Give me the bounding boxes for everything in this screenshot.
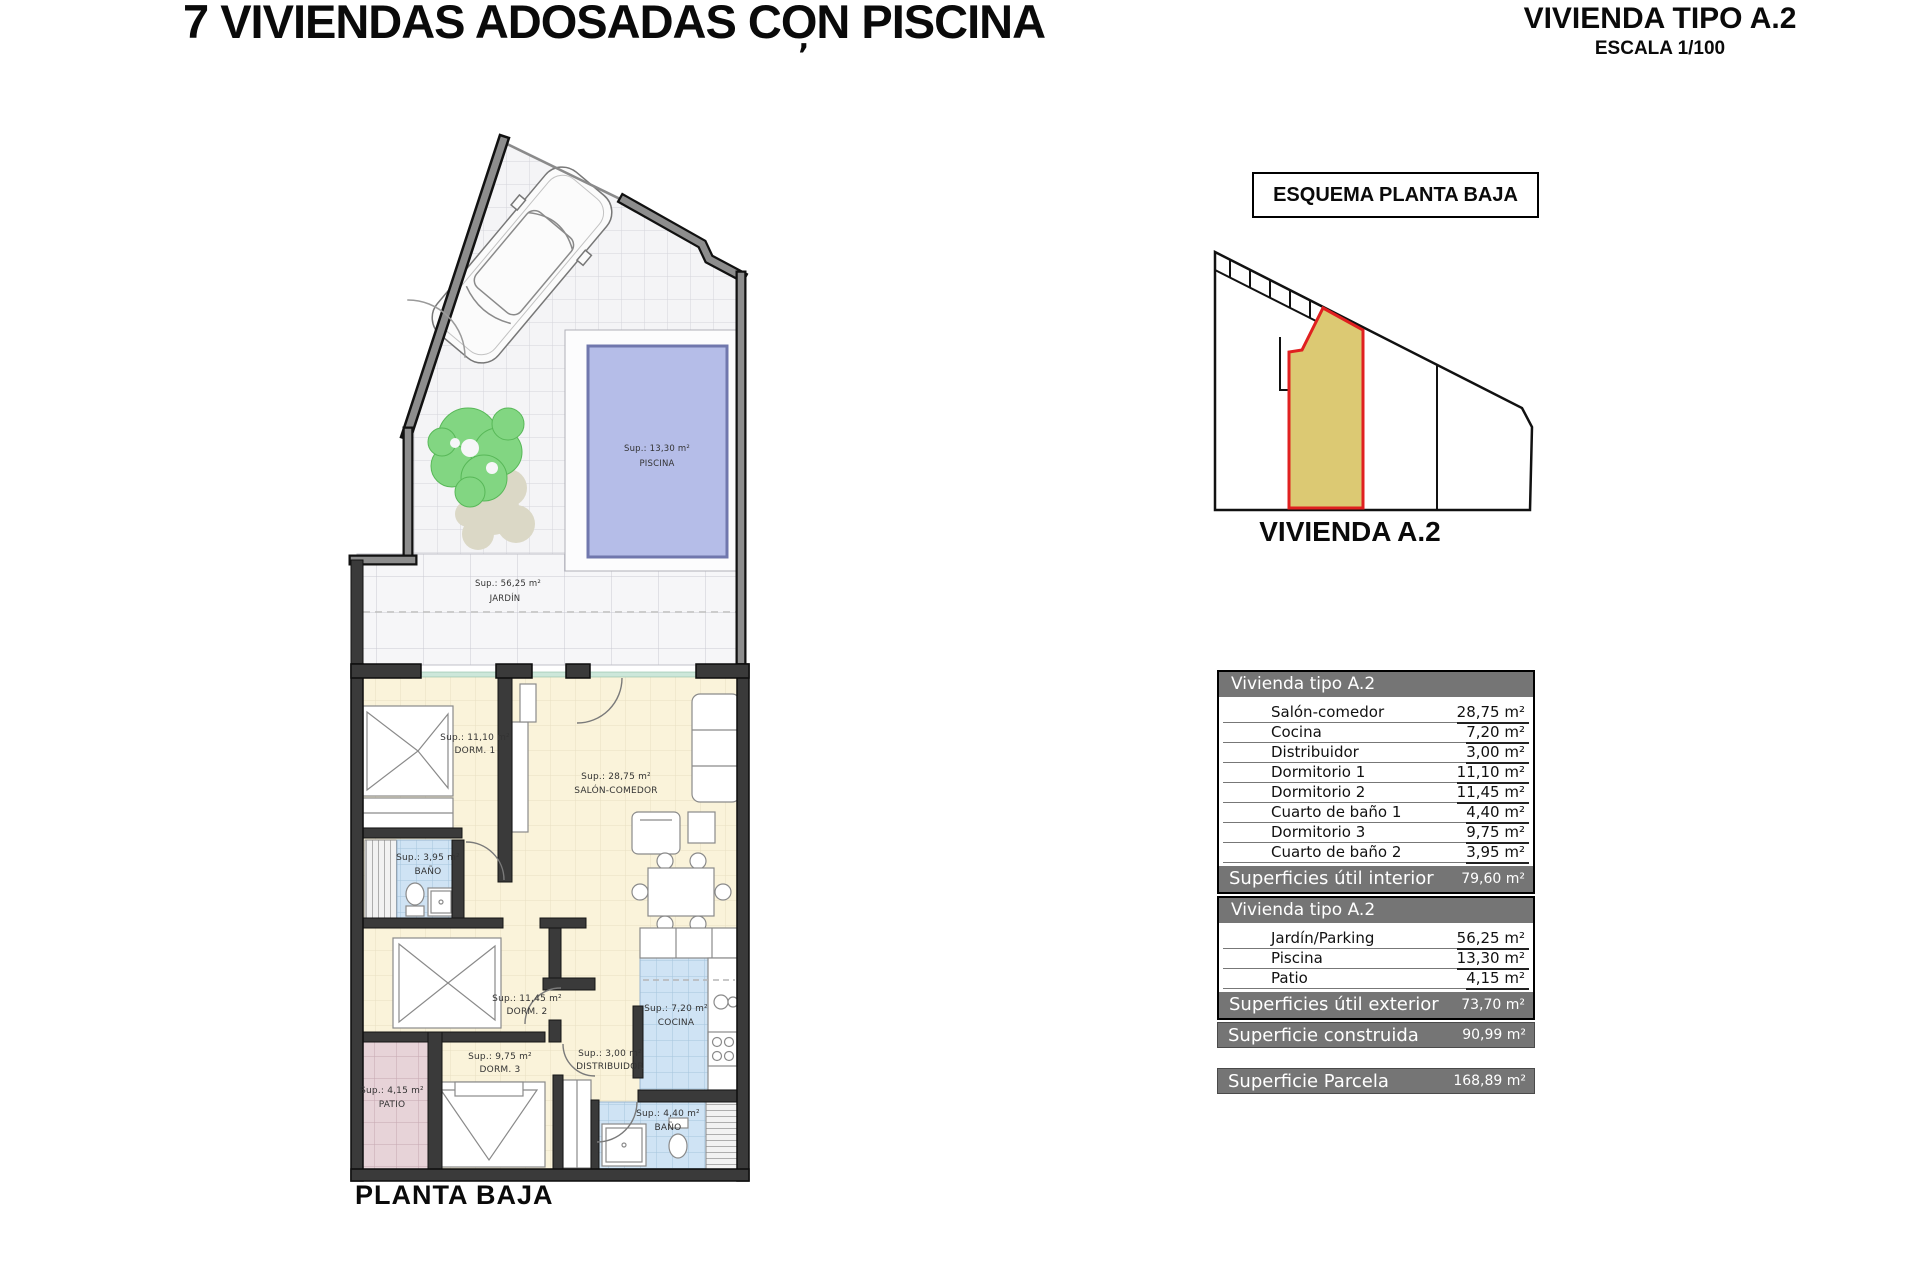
- stray-apostrophe-mark: ’: [798, 38, 810, 73]
- svg-text:Sup.: 3,95 m²: Sup.: 3,95 m²: [396, 853, 460, 863]
- jardin-label: JARDÍN: [489, 594, 521, 604]
- table-row: Dormitorio 3 9,75 m²: [1223, 823, 1529, 843]
- exterior-areas-table: [1217, 896, 1535, 1020]
- stairs-strip: [706, 1102, 737, 1169]
- site-schema-diagram: [1210, 245, 1560, 525]
- svg-text:DORM. 2: DORM. 2: [506, 1007, 548, 1017]
- svg-text:PATIO: PATIO: [378, 1100, 406, 1110]
- pool: [565, 330, 741, 571]
- table-row: Patio 4,15 m²: [1223, 969, 1529, 989]
- interior-table-header: Vivienda tipo A.2: [1219, 672, 1533, 699]
- piscina-sup-label: Sup.: 13,30 m²: [624, 444, 690, 454]
- site-outline: [1215, 252, 1532, 510]
- table-row: Piscina 13,30 m²: [1223, 949, 1529, 969]
- exterior-total-bar: Superficies útil exterior 73,70 m²: [1219, 991, 1533, 1018]
- svg-text:Sup.: 4,40 m²: Sup.: 4,40 m²: [636, 1109, 700, 1119]
- svg-text:BAÑO: BAÑO: [654, 1123, 682, 1133]
- svg-text:Sup.: 3,00 m²: Sup.: 3,00 m²: [578, 1049, 642, 1059]
- sheet-title-block: [1480, 2, 1840, 60]
- vivienda-tipo-title: VIVIENDA TIPO A.2: [1523, 2, 1797, 35]
- superficie-parcela-bar: Superficie Parcela 168,89 m²: [1217, 1068, 1535, 1094]
- svg-text:Sup.: 11,45 m²: Sup.: 11,45 m²: [492, 994, 562, 1004]
- svg-text:Sup.: 11,10 m²: Sup.: 11,10 m²: [440, 733, 510, 743]
- svg-text:DORM. 1: DORM. 1: [454, 746, 496, 756]
- table-row: Cuarto de baño 1 4,40 m²: [1223, 803, 1529, 823]
- table-row: Jardín/Parking 56,25 m²: [1223, 929, 1529, 949]
- interior-total-bar: Superficies útil interior 79,60 m²: [1219, 865, 1533, 892]
- svg-text:Sup.: 9,75 m²: Sup.: 9,75 m²: [468, 1052, 532, 1062]
- svg-text:Sup.: 7,20 m²: Sup.: 7,20 m²: [644, 1004, 708, 1014]
- plan-caption: PLANTA BAJA: [355, 1180, 554, 1210]
- esquema-title-box: ESQUEMA PLANTA BAJA: [1252, 172, 1539, 218]
- svg-text:Sup.: 4,15 m²: Sup.: 4,15 m²: [360, 1086, 424, 1096]
- table-row: Salón-comedor 28,75 m²: [1223, 703, 1529, 723]
- bath1-utility-strip: [365, 840, 397, 918]
- interior-areas-table: [1217, 670, 1535, 894]
- scale-label: ESCALA 1/100: [1594, 38, 1726, 59]
- superficie-construida-bar: Superficie construida 90,99 m²: [1217, 1022, 1535, 1048]
- svg-text:DORM. 3: DORM. 3: [479, 1065, 521, 1075]
- table-row: Cocina 7,20 m²: [1223, 723, 1529, 743]
- schema-caption: VIVIENDA A.2: [1259, 516, 1441, 547]
- svg-text:COCINA: COCINA: [657, 1018, 695, 1028]
- jardin-sup-label: Sup.: 56,25 m²: [475, 579, 541, 589]
- svg-text:BAÑO: BAÑO: [414, 867, 442, 877]
- floor-plan-drawing: [340, 110, 820, 1220]
- building: [351, 664, 749, 1181]
- table-row: Dormitorio 1 11,10 m²: [1223, 763, 1529, 783]
- svg-text:Sup.: 28,75 m²: Sup.: 28,75 m²: [581, 772, 651, 782]
- svg-text:DISTRIBUIDOR: DISTRIBUIDOR: [576, 1062, 644, 1072]
- page-title: 7 VIVIENDAS ADOSADAS CON PISCINA: [183, 0, 1046, 48]
- table-row: Distribuidor 3,00 m²: [1223, 743, 1529, 763]
- svg-text:SALÓN-COMEDOR: SALÓN-COMEDOR: [574, 786, 658, 796]
- piscina-label: PISCINA: [639, 459, 675, 469]
- exterior-table-header: Vivienda tipo A.2: [1219, 898, 1533, 925]
- table-row: Dormitorio 2 11,45 m²: [1223, 783, 1529, 803]
- table-row: Cuarto de baño 2 3,95 m²: [1223, 843, 1529, 863]
